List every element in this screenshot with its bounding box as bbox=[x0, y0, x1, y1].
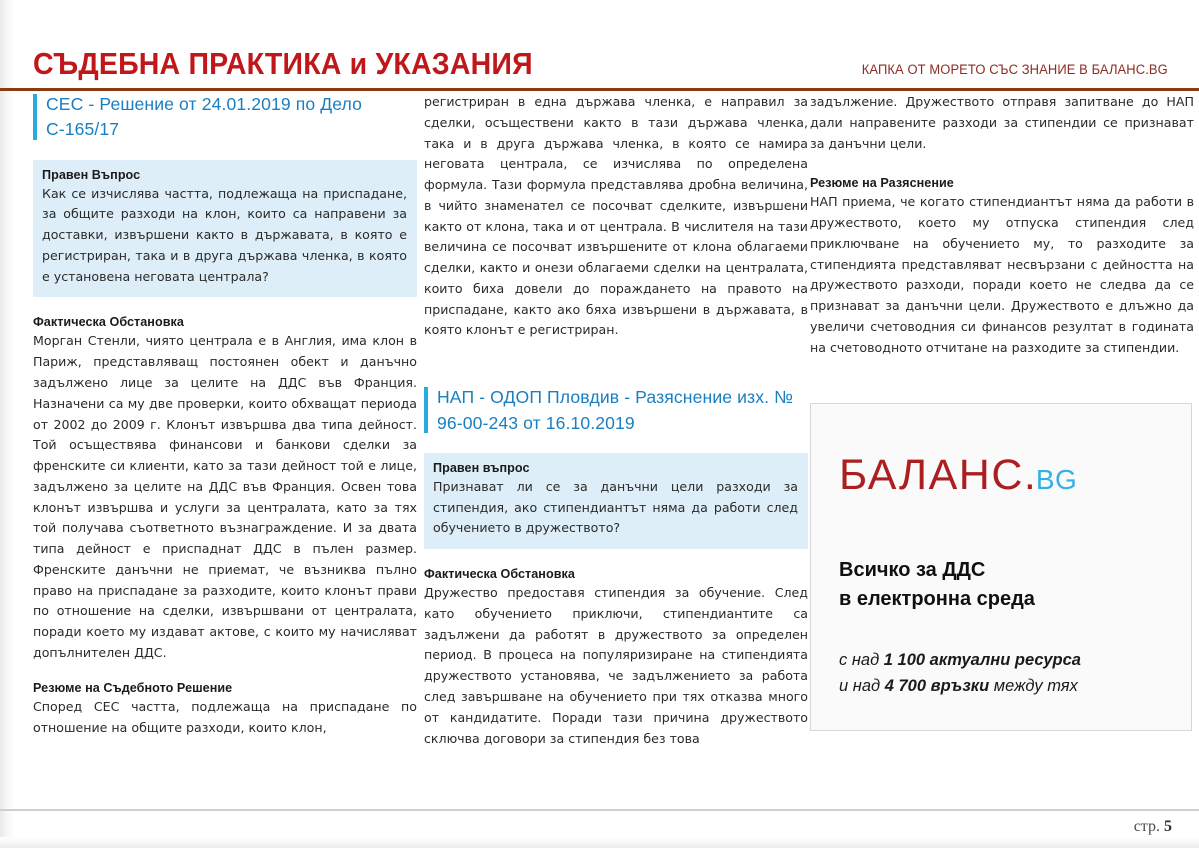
summary-block-ses bbox=[33, 681, 417, 739]
summary-text: НАП приема, че когато стипендиантът няма да работи в дружеството, което му отпуска стипендия след приключване на обучението му, то разходите за стипендията представляват несвързани с дейността на дружеството разходи, поради което не следва да се признават за данъчни цели. Дружеството е длъжно да увеличи счетоводния си финансов резултат в годината на счетоводното отчитане на разходите за стипендии. bbox=[810, 194, 1194, 355]
summary-text-part-2: регистриран в една държава членка, е направил за сделки, осъществени както в тази държава членка, така и в друга държава членка, в която се намира неговата централа, се изчислява по определена формула. Тази формула представлява дробна величина, в чийто знаменател се посочват сделките, извършени както от клона, така и от централа. В числителя на тази величина се посочват извършените от клона облагаеми сделки, както и онези облагаеми сделки на централата, които биха довели до пораждането на правото на приспадане, както ако бяха извършени в държавата, в която клонът е регистриран. bbox=[424, 94, 808, 338]
legal-question-box-nap bbox=[424, 453, 808, 549]
header-underline bbox=[0, 88, 1199, 91]
article-heading-nap bbox=[424, 385, 808, 436]
legal-question-box-ses bbox=[33, 160, 417, 298]
page-title: СЪДЕБНА ПРАКТИКА и УКАЗАНИЯ bbox=[33, 46, 533, 81]
summary-label: Резюме на Съдебното Решение bbox=[33, 680, 233, 695]
balans-logo-dot: . bbox=[1023, 451, 1036, 500]
facts-text-part-1: Дружество предоставя стипендия за обучение. След като обучението приключи, стипендиантите са задължени да работят в дружеството за определен период. В процеса на популяризиране на стипендията дружеството установява, че задължението за работа след завършване на обучението при тях отказва много от кандидатите. Поради тази причина дружеството сключва договори за стипендия без това bbox=[424, 585, 808, 746]
page-number-value: 5 bbox=[1164, 818, 1172, 835]
summary-label: Резюме на Разяснение bbox=[810, 176, 954, 191]
advert-sub-line2-pre: и над bbox=[839, 676, 885, 695]
facts-text-part-2: задължение. Дружеството отправя запитване до НАП дали направените разходи за стипендии се признават за данъчни цели. bbox=[810, 94, 1194, 151]
page-edge-shadow-bottom bbox=[0, 837, 1199, 848]
advert-headline bbox=[839, 556, 1035, 614]
masthead bbox=[0, 26, 1199, 81]
column-1 bbox=[33, 92, 417, 755]
legal-question-text: Как се изчислява частта, подлежаща на приспадане, за общите разходи на клон, които са направени за доставки, извършени както в държавата, в която е регистриран, така и в друга държава членка, в която е установена неговата централа? bbox=[42, 185, 407, 284]
facts-block-ses bbox=[33, 315, 417, 663]
article-heading-ses-text: СЕС - Решение от 24.01.2019 по Дело С-165/17 bbox=[46, 94, 362, 140]
advert-subtext bbox=[839, 648, 1081, 698]
facts-label: Фактическа Обстановка bbox=[33, 315, 184, 330]
facts-label: Фактическа Обстановка bbox=[424, 567, 575, 582]
article-heading-nap-text: НАП - ОДОП Пловдив - Разяснение изх. № 96-00-243 от 16.10.2019 bbox=[437, 387, 794, 433]
advert-headline-line2: в електронна среда bbox=[839, 588, 1035, 611]
legal-question-label: Правен Въпрос bbox=[42, 167, 141, 182]
article-heading-ses bbox=[33, 92, 417, 143]
facts-block-nap bbox=[424, 567, 808, 749]
balans-logo-bg: BG bbox=[1035, 464, 1078, 496]
masthead-tagline: КАПКА ОТ МОРЕТО СЪС ЗНАНИЕ В БАЛАНС.BG bbox=[861, 62, 1168, 77]
article-columns bbox=[0, 92, 1199, 792]
page-number bbox=[1134, 818, 1172, 836]
column-3 bbox=[810, 92, 1194, 731]
advert-sub-line1-pre: с над bbox=[839, 651, 884, 670]
advert-sub-line1-strong: 1 100 актуални ресурса bbox=[883, 651, 1081, 670]
balans-logo-main: БАЛАНС bbox=[839, 451, 1024, 500]
advertisement-box[interactable] bbox=[810, 403, 1192, 731]
legal-question-label: Правен въпрос bbox=[433, 460, 530, 475]
summary-block-nap bbox=[810, 176, 1194, 358]
advert-sub-line2-strong: 4 700 връзки bbox=[884, 676, 990, 695]
advert-headline-line1: Всичко за ДДС bbox=[839, 559, 986, 582]
summary-text-part-1: Според СЕС частта, подлежаща на приспадане по отношение на общите разходи, които клон, bbox=[33, 698, 417, 735]
column-2 bbox=[424, 92, 808, 766]
page-number-label: стр. bbox=[1133, 818, 1164, 835]
advert-sub-line2-post: между тях bbox=[989, 676, 1078, 695]
balans-logo bbox=[839, 451, 1077, 500]
facts-text: Морган Стенли, чиято централа е в Англия, има клон в Париж, представляващ постоянен обект и данъчно задължено лице за целите на ДДС във Франция. Назначени са му две проверки, които обхващат периода от 2002 до 2009 г. Клонът извършва два типа дейност. Той осъществява финансови и банкови сделки за френските си клиенти, като за тази дейност той е лице, задължено за целите на ДДС във Франция. Освен това клонът извършва и услуги за централата, като за тях той получава съответното възнаграждение. И за двата типа дейност е приспаднат ДДС в пълен размер. Френските данъчни не приемат, че възниква пълно право на приспадане за разходите, които клонът прави по отношение на сделки, извършвани от централата, поради което му издават актове, с които му начисляват допълнителен ДДС. bbox=[33, 333, 417, 660]
legal-question-text: Признават ли се за данъчни цели разходи за стипендия, ако стипендиантът няма да работи след обучението в дружеството? bbox=[433, 478, 798, 536]
footer-rule bbox=[0, 809, 1199, 811]
